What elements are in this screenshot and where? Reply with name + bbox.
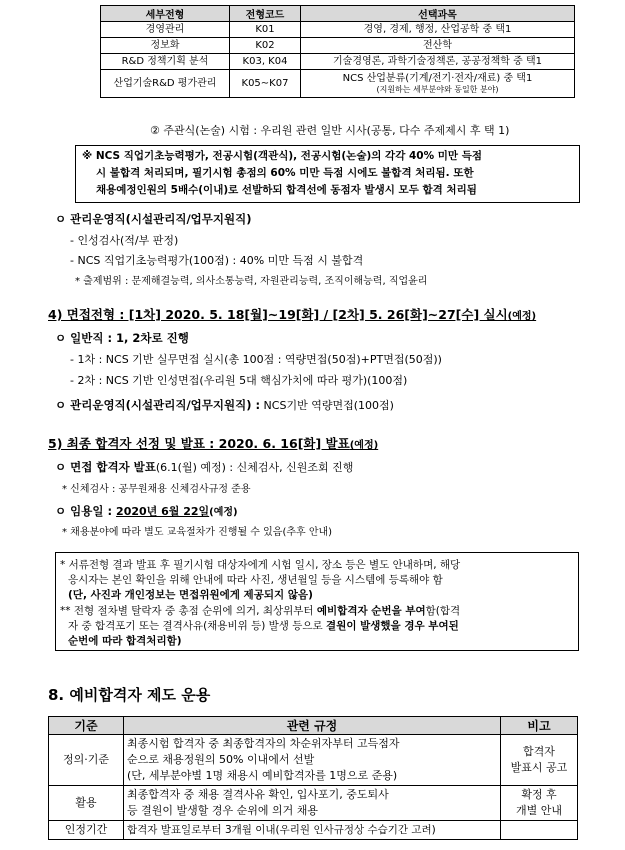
info-line [60, 603, 460, 618]
tentative-tag: (예정) [349, 440, 379, 451]
info-line: 응시자는 본인 확인을 위해 안내에 따라 사진, 생년월일 등을 시스템에 등록해야 함 [68, 574, 443, 586]
announcement-label: ㅇ 면접 합격자 발표 [55, 460, 156, 474]
tentative-tag: (예정) [507, 311, 537, 322]
cell: 경영, 경제, 행정, 산업공학 중 택1 [301, 22, 575, 38]
announcement-text: (6.1(월) 예정) : 신체검사, 신원조회 진행 [155, 461, 354, 474]
cell: K03, K04 [230, 54, 301, 70]
section-8-title: 8. 예비합격자 제도 운용 [48, 686, 211, 704]
appointment [55, 503, 238, 519]
interview-line: - 1차 : NCS 기반 실무면접 실시(총 100점 : 역량면접(50점)+PT면접(50점)) [70, 353, 442, 366]
section-5-heading: 5) 최종 합격자 선정 및 발표 : 2020. 6. 16[화] 발표 [48, 436, 350, 451]
info-line: * 서류전형 결과 발표 후 필기시험 대상자에게 시험 일시, 장소 등은 별도 안내하며, 해당 [60, 559, 461, 571]
text-line: (단, 세부분야별 1명 채용시 예비합격자를 1명으로 준용) [127, 769, 398, 782]
cell: K01 [230, 22, 301, 38]
note-line: 합격자 [523, 745, 555, 758]
item-2: ② 주관식(논술) 시험 : 우리원 관련 일반 시사(공통, 다수 주제제시 후 택 1) [150, 124, 510, 137]
col-header: 선택과목 [301, 6, 575, 22]
table-row [49, 786, 578, 821]
cell-text: NCS 산업분류(기계/전기·전자/재료) 중 택1 [342, 73, 533, 84]
appointment-label: ㅇ 임용일 : [55, 504, 117, 518]
cell: 경영관리 [101, 22, 230, 38]
mgmt-line: - NCS 직업기초능력평가(100점) : 40% 미만 득점 시 불합격 [70, 254, 364, 267]
row-label: 인정기간 [49, 821, 124, 840]
notice-line: 채용예정인원의 5배수(이내)로 선발하되 합격선에 동점자 발생시 모두 합격 처리됨 [96, 184, 477, 196]
note-line: 개별 안내 [515, 804, 562, 817]
notice-line: ※ NCS 직업기초능력평가, 전공시험(객관식), 전공시험(논술)의 각각 40% 미만 득점 [82, 150, 483, 162]
info-box [55, 552, 579, 651]
notice-line: 시 불합격 처리되며, 필기시험 총점의 60% 미만 득점 시에도 불합격 처리됨. 또한 [96, 167, 474, 179]
row-note [501, 821, 578, 840]
table-row [101, 38, 575, 54]
subject-table [100, 5, 575, 98]
info-line: 순번에 따라 합격처리함) [68, 635, 182, 647]
col-header: 관련 규정 [124, 717, 501, 735]
col-header: 전형코드 [230, 6, 301, 22]
general-title: ㅇ 일반직 : 1, 2차로 진행 [55, 331, 189, 345]
mgmt-title: ㅇ 관리운영직(시설관리직/업무지원직) [55, 212, 252, 226]
text-line: 최종시험 합격자 중 최종합격자의 차순위자부터 고득점자 [127, 737, 400, 750]
mgmt-line: - 인성검사(적/부 판정) [70, 234, 179, 247]
info-text: 함(합격 [425, 605, 461, 617]
section-4-title [48, 305, 536, 323]
info-emphasis: 결원이 발생했을 경우 부여된 [326, 620, 459, 632]
row-label: 활용 [49, 786, 124, 821]
reserve-table [48, 716, 578, 840]
info-text: 자 중 합격포기 또는 결격사유(채용비위 등) 발생 등으로 [68, 620, 327, 632]
cell: 전산학 [301, 38, 575, 54]
cell: 기술경영론, 과학기술정책론, 공공정책학 중 택1 [301, 54, 575, 70]
info-line [68, 618, 459, 633]
note-line: 확정 후 [521, 788, 557, 801]
cell-note: (지원하는 세부분야와 동일한 분야) [376, 85, 499, 94]
appointment-note: * 채용분야에 따라 별도 교육절차가 진행될 수 있음(추후 안내) [62, 527, 333, 538]
mgmt-interview [55, 397, 394, 413]
cell: 산업기술R&D 평가관리 [101, 70, 230, 98]
row-text [124, 735, 501, 786]
cell: K05∼K07 [230, 70, 301, 98]
notice-box [75, 145, 580, 203]
table-row [49, 735, 578, 786]
col-header: 기준 [49, 717, 124, 735]
interview-line: - 2차 : NCS 기반 인성면접(우리원 5대 핵심가치에 따라 평가)(100점) [70, 374, 408, 387]
mgmt-scope: * 출제범위 : 문제해결능력, 의사소통능력, 자원관리능력, 조직이해능력, 직업윤리 [75, 276, 428, 287]
table-row [49, 821, 578, 840]
col-header: 비고 [501, 717, 578, 735]
text-line: 최종합격자 중 채용 결격사유 확인, 입사포기, 중도퇴사 [127, 788, 389, 801]
text-line: 합격자 발표일로부터 3개월 이내(우리원 인사규정상 수습기간 고려) [127, 824, 436, 836]
note-line: 발표시 공고 [510, 761, 568, 774]
text-line: 등 결원이 발생할 경우 순위에 의거 채용 [127, 804, 318, 817]
section-5-title [48, 434, 378, 452]
row-label: 정의·기준 [49, 735, 124, 786]
text-line: 순으로 채용정원의 50% 이내에서 선발 [127, 753, 315, 766]
table-row [101, 54, 575, 70]
info-line: (단, 사진과 개인정보는 면접위원에게 제공되지 않음) [68, 589, 313, 601]
section-4-heading: 4) 면접전형 : [1차] 2020. 5. 18[월]∼19[화] / [2차] 5. 26[화]∼27[수] 실시 [48, 307, 508, 322]
appointment-date: 2020년 6월 22일 [116, 505, 210, 518]
table-row [101, 22, 575, 38]
mgmt-interview-text: NCS기반 역량면접(100점) [260, 399, 394, 412]
row-note [501, 786, 578, 821]
row-text [124, 786, 501, 821]
col-header: 세부전형 [101, 6, 230, 22]
cell: 정보화 [101, 38, 230, 54]
info-text: ** 전형 절차별 탈락자 중 총점 순위에 의거, 최상위부터 [60, 605, 317, 617]
row-text [124, 821, 501, 840]
cell [301, 70, 575, 98]
info-emphasis: 예비합격자 순번을 부여 [316, 605, 426, 617]
announcement [55, 459, 353, 475]
row-note [501, 735, 578, 786]
cell: R&D 정책기획 분석 [101, 54, 230, 70]
cell: K02 [230, 38, 301, 54]
tentative-tag: (예정) [209, 507, 238, 518]
mgmt-interview-label: ㅇ 관리운영직(시설관리직/업무지원직) : [55, 398, 261, 412]
table-row [101, 70, 575, 98]
physical-note: * 신체검사 : 공무원채용 신체검사규정 준용 [62, 484, 251, 495]
